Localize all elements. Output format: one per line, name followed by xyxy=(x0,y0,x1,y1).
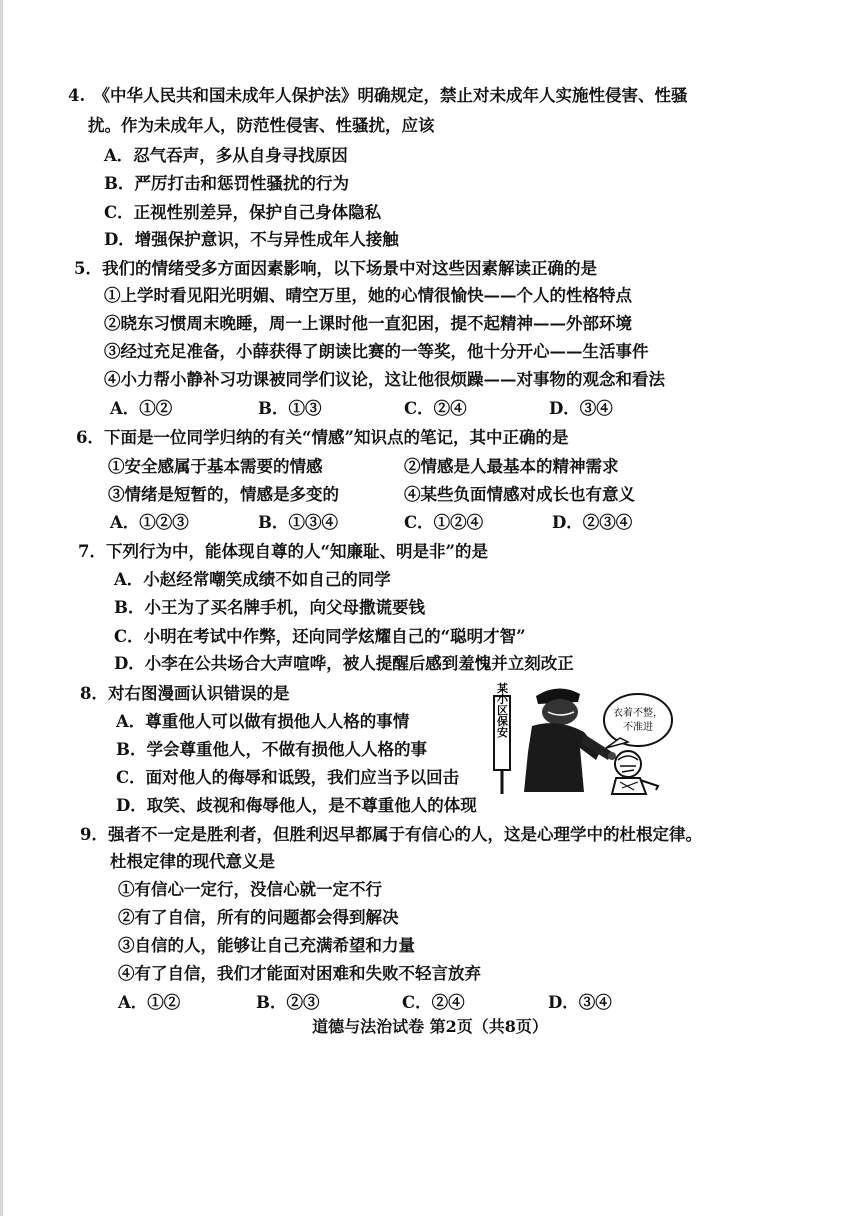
q9-item-2: ②有了自信，所有的问题都会得到解决 xyxy=(118,908,399,927)
q4-stem-line2: 扰。作为未成年人，防范性侵害、性骚扰，应该 xyxy=(88,116,435,135)
q8-stem: 8．对右图漫画认识错误的是 xyxy=(80,684,290,703)
q5-option-c: C．②④ xyxy=(404,399,467,418)
cartoon-illustration xyxy=(488,682,688,800)
q6-stem: 6．下面是一位同学归纳的有关“情感”知识点的笔记，其中正确的是 xyxy=(76,428,569,447)
q7-option-c: C．小明在考试中作弊，还向同学炫耀自己的“聪明才智” xyxy=(114,627,526,646)
q7-option-d: D．小李在公共场合大声喧哗，被人提醒后感到羞愧并立刻改正 xyxy=(114,654,574,673)
cartoon-sign-text: 某小区保安 xyxy=(495,682,509,738)
cartoon-guard-body xyxy=(524,723,600,792)
q6-option-d: D．②③④ xyxy=(552,513,633,532)
q6-item-3: ③情绪是短暂的，情感是多变的 xyxy=(108,485,339,504)
q4-option-b: B．严厉打击和惩罚性骚扰的行为 xyxy=(104,174,349,193)
cartoon-bubble-line2: 不准进 xyxy=(623,722,653,733)
cartoon-bubble-line1: 衣着不整， xyxy=(613,708,663,719)
q6-option-a: A．①②③ xyxy=(110,513,189,532)
q5-item-4: ④小力帮小静补习功课被同学们议论，这让他很烦躁——对事物的观念和看法 xyxy=(104,370,665,389)
q8-option-a: A．尊重他人可以做有损他人人格的事情 xyxy=(116,712,410,731)
q9-item-3: ③自信的人，能够让自己充满希望和力量 xyxy=(118,936,415,955)
q6-item-2: ②情感是人最基本的精神需求 xyxy=(404,457,619,476)
q4-option-a: A．忍气吞声，多从自身寻找原因 xyxy=(104,146,348,165)
q5-item-1: ①上学时看见阳光明媚、晴空万里，她的心情很愉快——个人的性格特点 xyxy=(104,286,632,305)
q9-stem-line1: 9．强者不一定是胜利者，但胜利迟早都属于有信心的人，这是心理学中的杜根定律。 xyxy=(80,825,702,844)
q8-option-c: C．面对他人的侮辱和诋毁，我们应当予以回击 xyxy=(116,768,460,787)
q6-item-1: ①安全感属于基本需要的情感 xyxy=(108,457,323,476)
q6-option-b: B．①③④ xyxy=(258,513,338,532)
q4-option-c: C．正视性别差异，保护自己身体隐私 xyxy=(104,203,382,222)
page-footer: 道德与法治试卷 第2页（共8页） xyxy=(312,1017,548,1036)
q9-item-1: ①有信心一定行，没信心就一定不行 xyxy=(118,880,382,899)
q4-option-d: D．增强保护意识，不与异性成年人接触 xyxy=(104,230,399,249)
q5-option-d: D．③④ xyxy=(549,399,613,418)
q9-option-d: D．③④ xyxy=(548,993,612,1012)
q5-option-a: A．①② xyxy=(110,399,173,418)
q4-stem-line1: 4. 《中华人民共和国未成年人保护法》明确规定，禁止对未成年人实施性侵害、性骚 xyxy=(68,86,688,105)
q5-item-3: ③经过充足准备，小薛获得了朗读比赛的一等奖，他十分开心——生活事件 xyxy=(104,342,649,361)
q9-option-a: A．①② xyxy=(118,993,181,1012)
q5-stem: 5．我们的情绪受多方面因素影响，以下场景中对这些因素解读正确的是 xyxy=(74,259,597,278)
q9-option-c: C．②④ xyxy=(402,993,465,1012)
q9-stem-line2: 杜根定律的现代意义是 xyxy=(110,852,275,871)
q9-item-4: ④有了自信，我们才能面对困难和失败不轻言放弃 xyxy=(118,964,481,983)
q8-option-b: B．学会尊重他人，不做有损他人人格的事 xyxy=(116,740,427,759)
cartoon-speech-bubble xyxy=(604,694,672,746)
q9-option-b: B．②③ xyxy=(256,993,320,1012)
q8-option-d: D．取笑、歧视和侮辱他人，是不尊重他人的体现 xyxy=(116,796,477,815)
q7-option-a: A．小赵经常嘲笑成绩不如自己的同学 xyxy=(114,570,391,589)
q7-option-b: B．小王为了买名牌手机，向父母撒谎要钱 xyxy=(114,598,425,617)
cartoon-child-head xyxy=(615,751,641,777)
q6-item-4: ④某些负面情感对成长也有意义 xyxy=(404,485,635,504)
q7-stem: 7．下列行为中，能体现自尊的人“知廉耻、明是非”的是 xyxy=(78,542,488,561)
q5-item-2: ②晓东习惯周末晚睡，周一上课时他一直犯困，提不起精神——外部环境 xyxy=(104,314,632,333)
q5-option-b: B．①③ xyxy=(258,399,322,418)
q6-option-c: C．①②④ xyxy=(404,513,484,532)
